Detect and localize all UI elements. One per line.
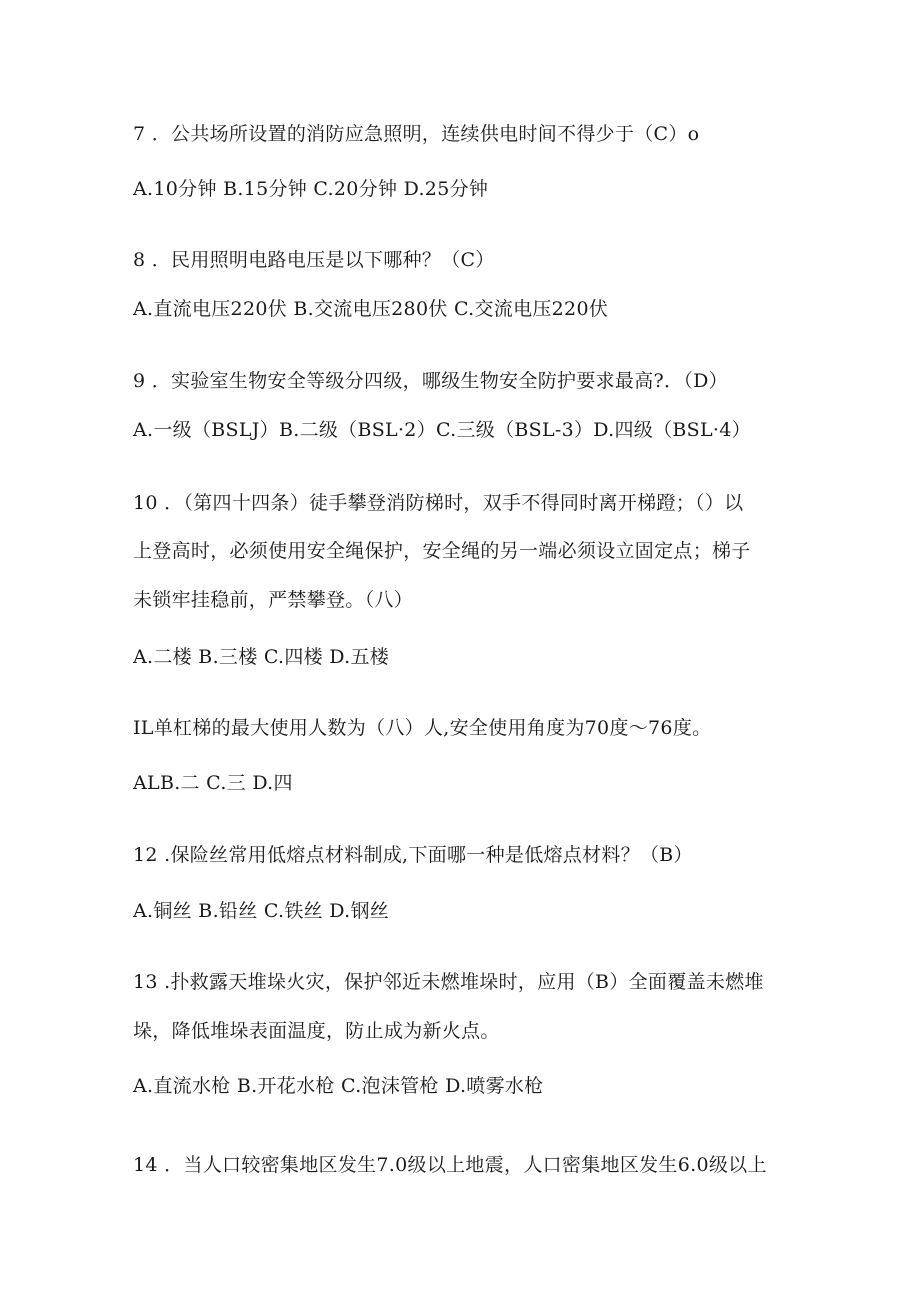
question-13-line-1: 13 .扑救露天堆垛火灾，保护邻近未燃堆垛时，应用（B）全面覆盖未燃堆 [133, 971, 764, 993]
question-10-options: A.二楼 B.三楼 C.四楼 D.五楼 [133, 646, 390, 668]
question-14-line-1: 14 ．当人口较密集地区发生7.0级以上地震，人口密集地区发生6.0级以上 [133, 1154, 767, 1176]
question-13-options: A.直流水枪 B.开花水枪 C.泡沫管枪 D.喷雾水枪 [133, 1075, 544, 1097]
question-7-options: A.10分钟 B.15分钟 C.20分钟 D.25分钟 [133, 178, 489, 200]
question-8-options: A.直流电压220伏 B.交流电压280伏 C.交流电压220伏 [133, 298, 609, 320]
question-9: 9 ．实验室生物安全等级分四级，哪级生物安全防护要求最高?．（D） [133, 370, 728, 392]
question-11-options: ALB.二 C.三 D.四 [133, 772, 293, 794]
question-13-line-2: 垛，降低堆垛表面温度，防止成为新火点。 [133, 1020, 500, 1042]
question-8: 8 ．民用照明电路电压是以下哪种？（C） [133, 249, 495, 271]
question-12: 12 .保险丝常用低熔点材料制成,下面哪一种是低熔点材料？（B） [133, 844, 693, 866]
question-11: IL单杠梯的最大使用人数为（八）人,安全使用角度为70度～76度。 [133, 717, 712, 739]
question-10-line-2: 上登高时，必须使用安全绳保护，安全绳的另一端必须设立固定点；梯子 [133, 540, 751, 562]
question-7: 7 ．公共场所设置的消防应急照明，连续供电时间不得少于（C）o [133, 123, 700, 145]
question-10-line-3: 未锁牢挂稳前，严禁攀登。（八） [133, 589, 414, 611]
question-9-options: A.一级（BSLJ）B.二级（BSL·2）C.三级（BSL-3）D.四级（BSL·4） [133, 419, 751, 441]
question-12-options: A.铜丝 B.铅丝 C.铁丝 D.钢丝 [133, 900, 390, 922]
question-10-line-1: 10 ．（第四十四条）徒手攀登消防梯时，双手不得同时离开梯蹬；（）以 [133, 492, 744, 514]
